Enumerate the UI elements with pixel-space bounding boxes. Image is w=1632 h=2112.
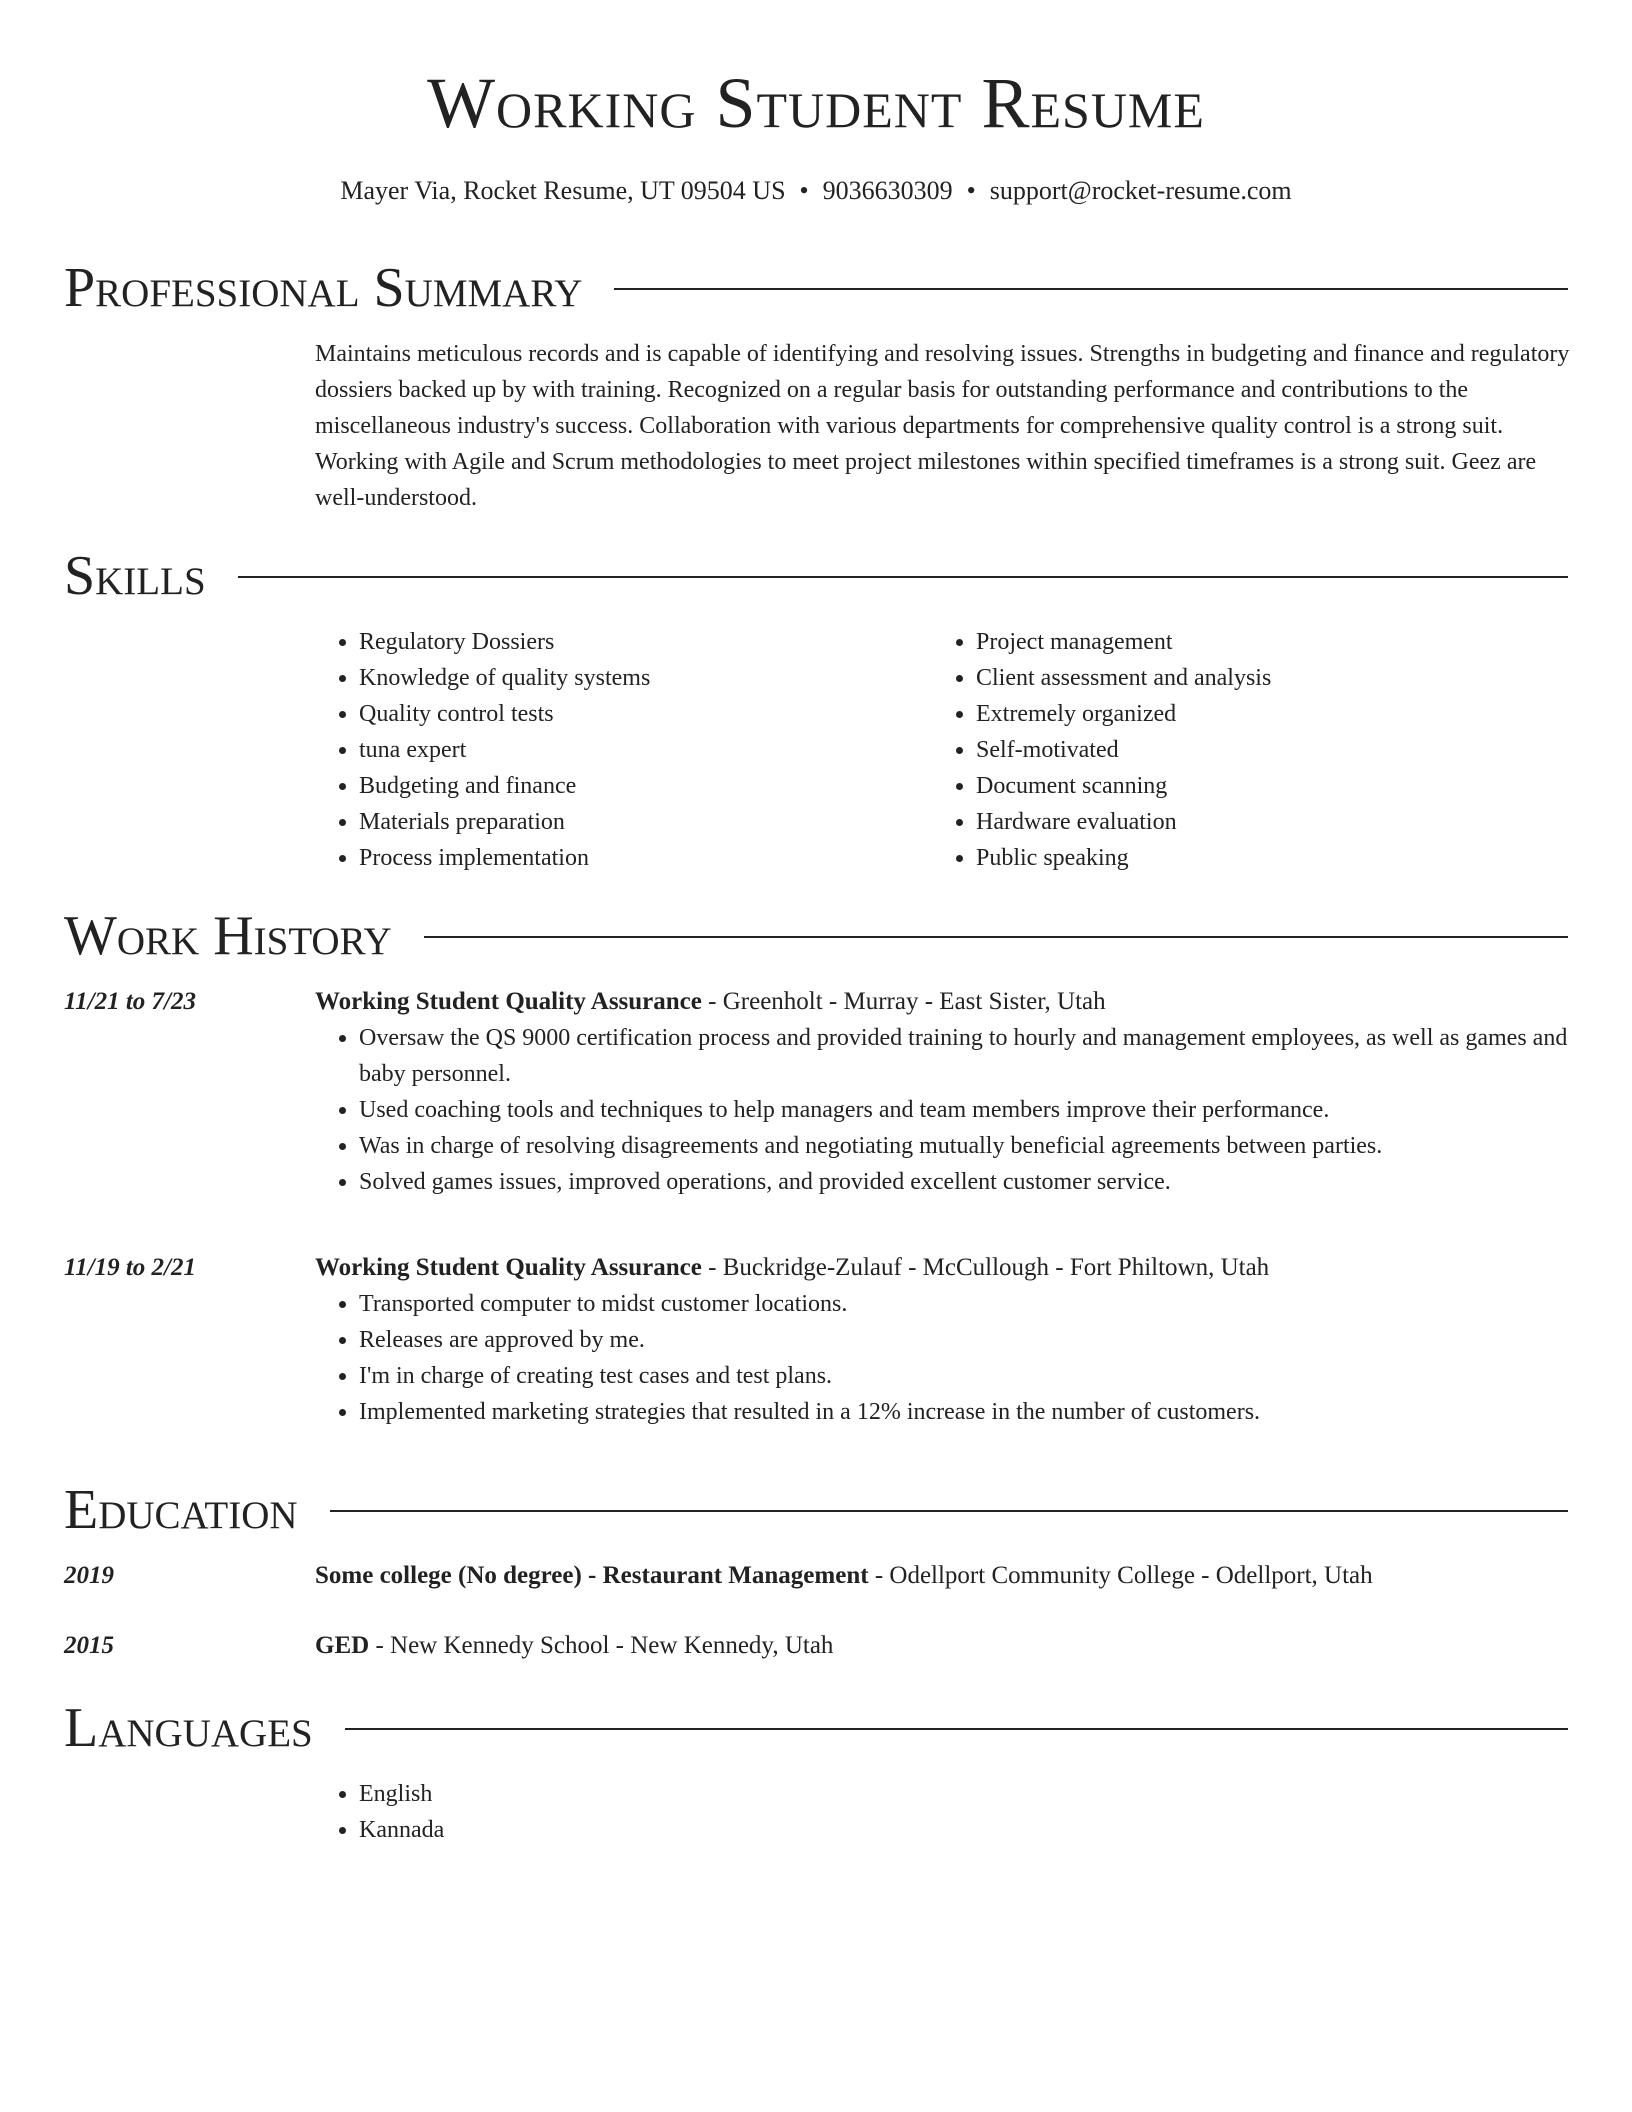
education-line: [315, 1558, 1570, 1594]
language-item: • Kannada: [359, 1812, 1570, 1848]
education-heading: Education: [64, 1479, 298, 1541]
skill-item: • Client assessment and analysis: [976, 660, 1549, 696]
skills-list-left: [315, 624, 932, 876]
languages-heading: Languages: [64, 1697, 313, 1759]
job-bullet: • Oversaw the QS 9000 certification process and provided training to hourly and management employees, as well as games and baby personnel.: [359, 1020, 1570, 1092]
section-divider: [614, 288, 1568, 290]
job-bullet: • Solved games issues, improved operations, and provided excellent customer service.: [359, 1164, 1570, 1200]
job-bullets: [315, 1286, 1570, 1430]
section-divider: [345, 1728, 1568, 1730]
skills-columns: [315, 624, 1570, 876]
skills-heading: Skills: [64, 545, 206, 607]
skill-item: • Public speaking: [976, 840, 1549, 876]
section-divider: [238, 576, 1568, 578]
education-entry: [315, 1558, 1570, 1594]
job-details: - Buckridge-Zulauf - McCullough - Fort Philtown, Utah: [701, 1254, 1270, 1281]
skills-section: [315, 624, 1570, 876]
job-bullet: • Used coaching tools and techniques to help managers and team members improve their performance.: [359, 1092, 1570, 1128]
summary-section: [315, 336, 1570, 516]
job-title: Working Student Quality Assurance: [315, 1254, 702, 1281]
skill-item: • Project management: [976, 624, 1549, 660]
skill-item: • Materials preparation: [359, 804, 932, 840]
education-details: - New Kennedy School - New Kennedy, Utah: [369, 1632, 834, 1659]
contact-email: support@rocket-resume.com: [989, 176, 1292, 205]
education-year: 2019: [64, 1562, 114, 1589]
skill-item: • tuna expert: [359, 732, 932, 768]
skill-item: • Hardware evaluation: [976, 804, 1549, 840]
job-bullets: [315, 1020, 1570, 1200]
job-dates: 11/21 to 7/23: [64, 988, 196, 1015]
job-bullet: • I'm in charge of creating test cases and test plans.: [359, 1358, 1570, 1394]
skill-item: • Regulatory Dossiers: [359, 624, 932, 660]
job-title-line: [315, 984, 1570, 1020]
job-title-line: [315, 1250, 1570, 1286]
summary-text: Maintains meticulous records and is capable of identifying and resolving issues. Strengths in budgeting and finance and regulatory dossiers backed up by with training. Recognized on a regular basis for outstanding performance and contributions to the miscellaneous industry's success. Collaboration with various departments for comprehensive quality control is a strong suit. Working with Agile and Scrum methodologies to meet project milestones within specified timeframes is a strong suit. Geez are well-understood.: [315, 341, 1570, 511]
skills-column-left: [315, 624, 932, 876]
job-bullet: • Implemented marketing strategies that resulted in a 12% increase in the number of customers.: [359, 1394, 1570, 1430]
contact-line: [0, 174, 1632, 208]
job-bullet: • Transported computer to midst customer locations.: [359, 1286, 1570, 1322]
skill-item: • Process implementation: [359, 840, 932, 876]
work-heading-row: [64, 906, 1568, 966]
skills-heading-row: [64, 546, 1568, 606]
summary-heading: Professional Summary: [64, 257, 583, 319]
job-bullet: • Was in charge of resolving disagreements and negotiating mutually beneficial agreements between parties.: [359, 1128, 1570, 1164]
skill-item: • Budgeting and finance: [359, 768, 932, 804]
contact-phone: 9036630309: [822, 176, 953, 205]
language-item: • English: [359, 1776, 1570, 1812]
job-dates: 11/19 to 2/21: [64, 1254, 196, 1281]
job-details: - Greenholt - Murray - East Sister, Utah: [701, 988, 1106, 1015]
skill-item: • Document scanning: [976, 768, 1549, 804]
education-line: [315, 1628, 1570, 1664]
education-degree: Some college (No degree) - Restaurant Management: [315, 1562, 869, 1589]
education-heading-row: [64, 1480, 1568, 1540]
skills-column-right: [932, 624, 1549, 876]
contact-separator: •: [799, 176, 809, 205]
skills-list-right: [932, 624, 1549, 876]
job-entry: [315, 1250, 1570, 1430]
education-entry: [315, 1628, 1570, 1664]
languages-section: [315, 1776, 1570, 1848]
section-divider: [330, 1510, 1568, 1512]
languages-list: [315, 1776, 1570, 1848]
languages-heading-row: [64, 1698, 1568, 1758]
work-heading: Work History: [64, 905, 392, 967]
skill-item: • Knowledge of quality systems: [359, 660, 932, 696]
job-title: Working Student Quality Assurance: [315, 988, 702, 1015]
contact-address: Mayer Via, Rocket Resume, UT 09504 US: [340, 176, 786, 205]
education-year: 2015: [64, 1632, 114, 1659]
resume-title: Working Student Resume: [427, 63, 1205, 143]
contact-separator: •: [966, 176, 976, 205]
summary-heading-row: [64, 258, 1568, 318]
skill-item: • Quality control tests: [359, 696, 932, 732]
skill-item: • Self-motivated: [976, 732, 1549, 768]
section-divider: [424, 936, 1568, 938]
job-bullet: • Releases are approved by me.: [359, 1322, 1570, 1358]
job-entry: [315, 984, 1570, 1200]
education-details: - Odellport Community College - Odellport, Utah: [868, 1562, 1373, 1589]
skill-item: • Extremely organized: [976, 696, 1549, 732]
education-degree: GED: [315, 1632, 370, 1659]
